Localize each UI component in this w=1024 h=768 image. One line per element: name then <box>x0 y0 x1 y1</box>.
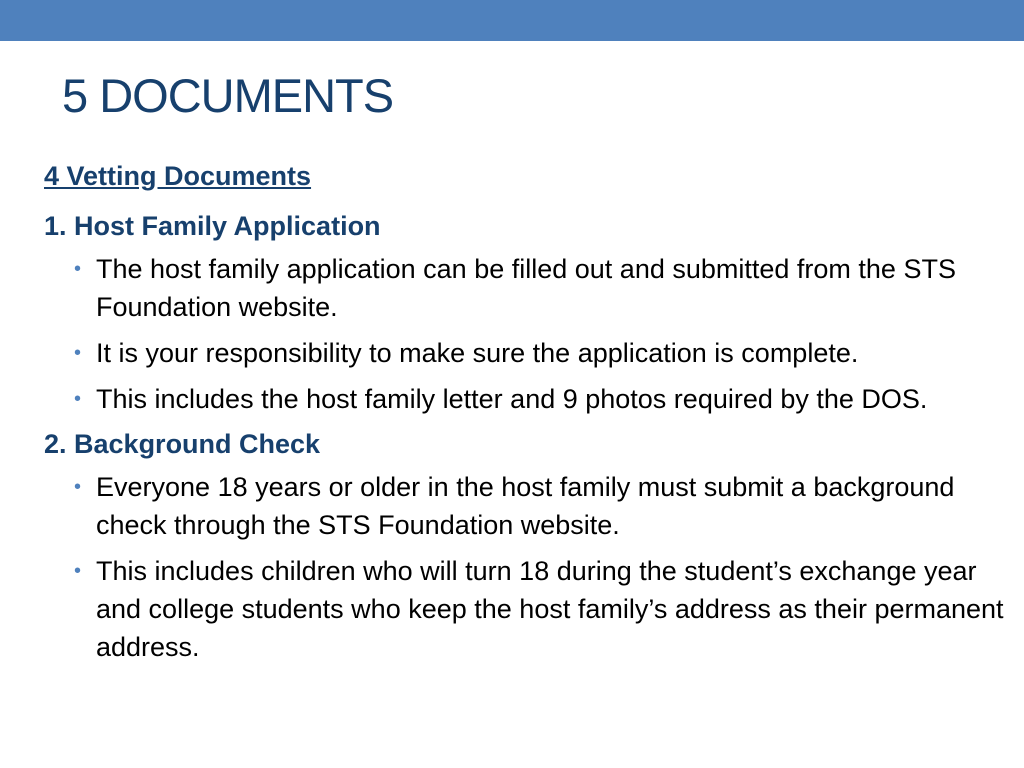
bullet-dot-icon: • <box>74 560 82 582</box>
bullet-text: This includes children who will turn 18 during the student’s exchange year and college students who keep the host family’s address as their permanent address. <box>96 556 1004 662</box>
bullet-list-application <box>44 250 1004 418</box>
bullet-dot-icon: • <box>74 388 82 410</box>
bullet-dot-icon: • <box>74 476 82 498</box>
bullet-item <box>74 468 1004 544</box>
bullet-dot-icon: • <box>74 258 82 280</box>
bullet-item <box>74 380 1004 418</box>
bullet-text: This includes the host family letter and 9 photos required by the DOS. <box>96 384 928 414</box>
slide-content <box>44 158 1004 674</box>
item-heading-host-family-application: 1. Host Family Application <box>44 211 381 241</box>
item-heading-background-check: 2. Background Check <box>44 429 321 459</box>
bullet-text: It is your responsibility to make sure the application is complete. <box>96 338 859 368</box>
bullet-item <box>74 250 1004 326</box>
bullet-item <box>74 552 1004 666</box>
bullet-text: Everyone 18 years or older in the host family must submit a background check through the STS Foundation website. <box>96 472 955 540</box>
bullet-list-background-check <box>44 468 1004 666</box>
slide-title: 5 DOCUMENTS <box>62 69 394 122</box>
top-accent-bar <box>0 0 1024 41</box>
bullet-text: The host family application can be filled out and submitted from the STS Foundation website. <box>96 254 956 322</box>
bullet-dot-icon: • <box>74 342 82 364</box>
bullet-item <box>74 334 1004 372</box>
section-heading: 4 Vetting Documents <box>44 161 312 191</box>
